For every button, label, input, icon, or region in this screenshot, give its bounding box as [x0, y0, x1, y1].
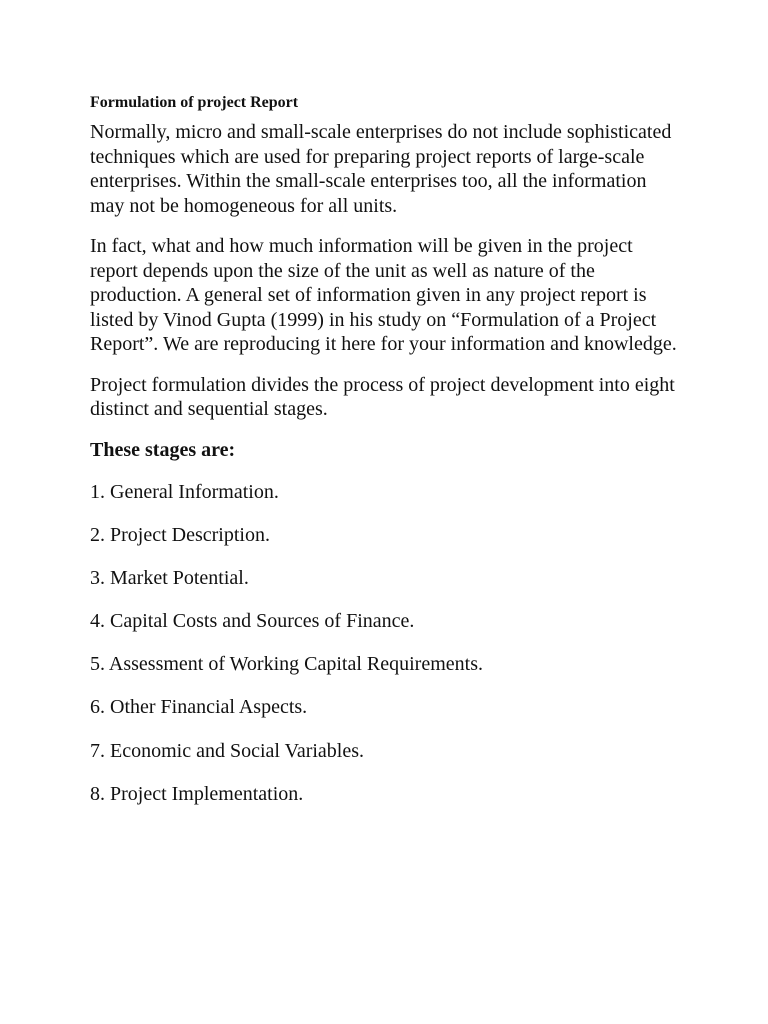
stage-item-working-capital: 5. Assessment of Working Capital Requirements.	[90, 653, 483, 676]
paragraph-information-size: In fact, what and how much information will be given in the project report depends upon the size of the unit as well as nature of the production. A general set of information given in any project report is listed by Vinod Gupta (1999) in his study on “Formulation of a Project Report”. We are reproducing it here for your information and knowledge.	[90, 235, 677, 355]
document-title: Formulation of project Report	[90, 94, 299, 111]
paragraph-intro: Normally, micro and small-scale enterprises do not include sophisticated techniques which are used for preparing project reports of large-scale enterprises. Within the small-scale enterprises too, all the information may not be homogeneous for all units.	[90, 121, 672, 217]
stage-item-financial-aspects: 6. Other Financial Aspects.	[90, 696, 308, 719]
stage-item-implementation: 8. Project Implementation.	[90, 782, 304, 805]
stage-item-market-potential: 3. Market Potential.	[90, 567, 249, 590]
stages-heading: These stages are:	[90, 438, 236, 461]
stage-item-capital-costs: 4. Capital Costs and Sources of Finance.	[90, 610, 415, 633]
stage-item-economic-social: 7. Economic and Social Variables.	[90, 739, 365, 762]
paragraph-stages-intro: Project formulation divides the process of project development into eight distinct and sequential stages.	[90, 373, 675, 420]
stage-item-project-description: 2. Project Description.	[90, 524, 270, 547]
stages-list	[90, 480, 678, 806]
stage-item-general-information: 1. General Information.	[90, 481, 279, 503]
